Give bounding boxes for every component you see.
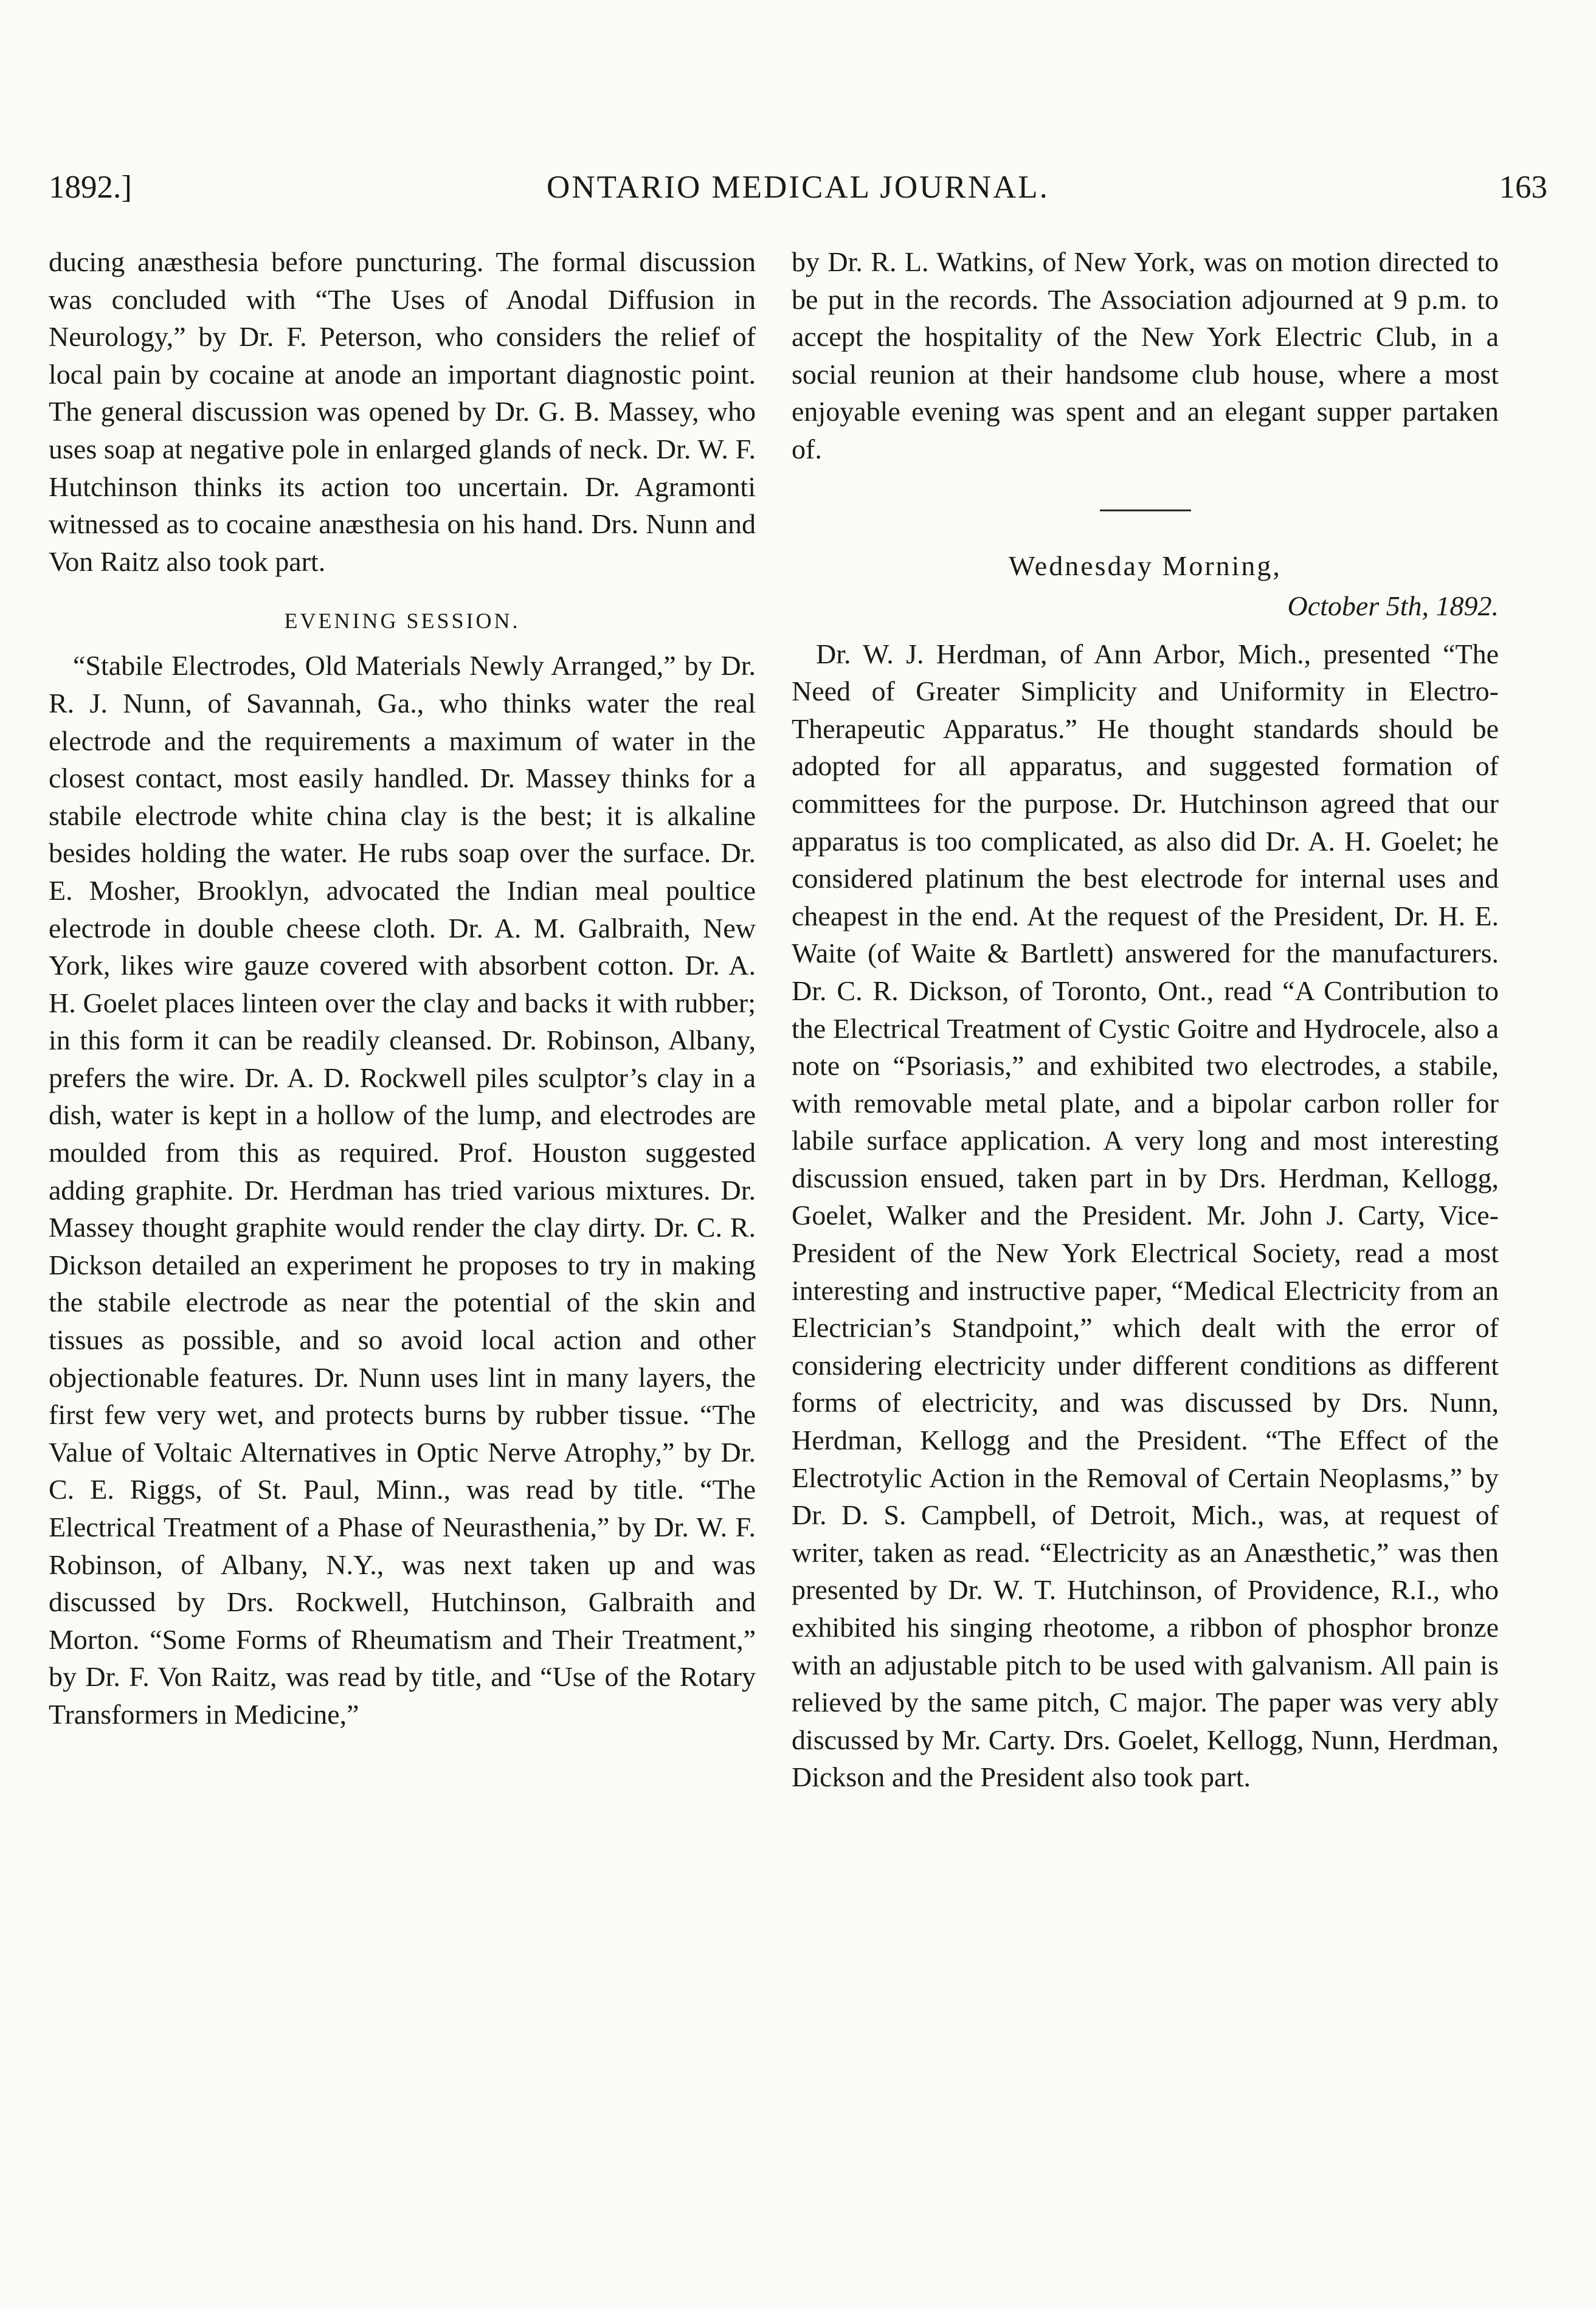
left-paragraph-2: “Stabile Electrodes, Old Materials Newly Arranged,” by Dr. R. J. Nunn, of Savannah, Ga., who thinks water the real electrode and the requirements a maximum of water in the closest contact, most easily handled. Dr. Massey thinks for a stabile electrode white china clay is the best; it is alkaline besides holding the water. He rubs soap over the surface. Dr. E. Mosher, Brooklyn, advocated the Indian meal poultice electrode in double cheese cloth. Dr. A. M. Galbraith, New York, likes wire gauze covered with absorbent cotton. Dr. A. H. Goelet places linteen over the clay and backs it with rubber; in this form it can be readily cleansed. Dr. Robinson, Albany, prefers the wire. Dr. A. D. Rockwell piles sculptor’s clay in a dish, water is kept in a hollow of the lump, and electrodes are moulded from this as required. Prof. Houston suggested adding graphite. Dr. Herdman has tried various mixtures. Dr. Massey thought graphite would render the clay dirty. Dr. C. R. Dickson detailed an experiment he proposes to try in making the stabile electrode as near the potential of the skin and tissues as possible, and so avoid local action and other objectionable features. Dr. Nunn uses lint in many layers, the first few very wet, and protects burns by rubber tissue. “The Value of Voltaic Alternatives in Optic Nerve Atrophy,” by Dr. C. E. Riggs, of St. Paul, Minn., was read by title. “The Electrical Treatment of a Phase of Neurasthenia,” by Dr. W. F. Robinson, of Albany, N.Y., was next taken up and was discussed by Drs. Rockwell, Hutchinson, Galbraith and Morton. “Some Forms of Rheumatism and Their Treatment,” by Dr. F. Von Raitz, was read by title, and “Use of the Rotary Transformers in Medicine,” xyxy=(49,650,756,1730)
page-number: 163 xyxy=(1499,170,1547,205)
wednesday-morning-heading: Wednesday Morning, xyxy=(1009,550,1282,581)
section-date: October 5th, 1892. xyxy=(1287,590,1499,621)
journal-title: ONTARIO MEDICAL JOURNAL. xyxy=(547,170,1049,205)
evening-session-heading: EVENING SESSION. xyxy=(284,609,520,634)
right-column xyxy=(792,243,1499,1796)
left-column xyxy=(49,243,756,1733)
running-head xyxy=(49,163,1547,212)
right-paragraph-2: Dr. W. J. Herdman, of Ann Arbor, Mich., presented “The Need of Greater Simplicity and Uniformity in Electro-Therapeutic Apparatus.” He thought standards should be adopted for all apparatus, and suggested formation of committees for the purpose. Dr. Hutchinson agreed that our apparatus is too complicated, as also did Dr. A. H. Goelet; he considered platinum the best electrode for internal uses and cheapest in the end. At the request of the President, Dr. H. E. Waite (of Waite & Bartlett) answered for the manufacturers. Dr. C. R. Dickson, of Toronto, Ont., read “A Contribution to the Electrical Treatment of Cystic Goitre and Hydrocele, also a note on “Psoriasis,” and exhibited two electrodes, a stabile, with removable metal plate, and a bipolar carbon roller for labile surface application. A very long and most interesting discussion ensued, taken part in by Drs. Herdman, Kellogg, Goelet, Walker and the President. Mr. John J. Carty, Vice-President of the New York Electrical Society, read a most interesting and instructive paper, “Medical Electricity from an Electrician’s Standpoint,” which dealt with the error of considering electricity under different conditions as different forms of electricity, and was discussed by Drs. Nunn, Herdman, Kellogg and the President. “The Effect of the Electrotylic Action in the Removal of Certain Neoplasms,” by Dr. D. S. Campbell, of Detroit, Mich., was, at request of writer, taken as read. “Electricity as an Anæsthetic,” was then presented by Dr. W. T. Hutchinson, of Providence, R.I., who exhibited his singing rheotome, a ribbon of phosphor bronze with an adjustable pitch to be used with galvanism. All pain is relieved by the same pitch, C major. The paper was very ably discussed by Mr. Carty. Drs. Goelet, Kellogg, Nunn, Herdman, Dickson and the President also took part. xyxy=(792,638,1499,1793)
left-paragraph-1: ducing anæsthesia before puncturing. The formal discussion was concluded with “The Uses of Anodal Diffusion in Neurology,” by Dr. F. Peterson, who considers the relief of local pain by cocaine at anode an important diagnostic point. The general discussion was opened by Dr. G. B. Massey, who uses soap at negative pole in enlarged glands of neck. Dr. W. F. Hutchinson thinks its action too uncertain. Dr. Agramonti witnessed as to cocaine anæsthesia on his hand. Drs. Nunn and Von Raitz also took part. xyxy=(49,246,756,577)
right-paragraph-1: by Dr. R. L. Watkins, of New York, was on motion directed to be put in the records. The Association adjourned at 9 p.m. to accept the hospitality of the New York Electric Club, in a social reunion at their handsome club house, where a most enjoyable evening was spent and an elegant supper partaken of. xyxy=(792,246,1499,465)
section-divider xyxy=(1100,510,1191,511)
header-year: 1892.] xyxy=(49,170,132,205)
